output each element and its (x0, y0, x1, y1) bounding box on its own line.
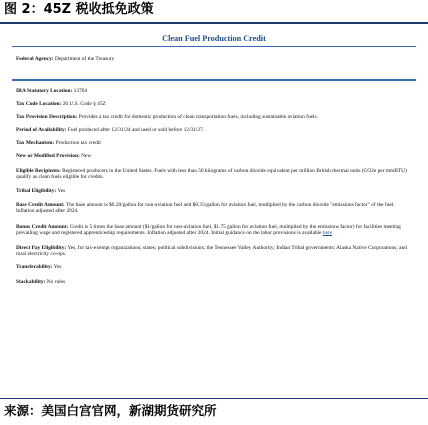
row-value: Production tax credit (55, 139, 101, 146)
row-value: Yes, for tax-exempt organizations; states; political subdivisions; the Tennessee Valley Authority; Indian Tribal governments; Alaska Native Corporations; and rural electricity co-ops. (16, 244, 407, 257)
agency-divider (12, 79, 416, 81)
row-value: No rules (46, 278, 66, 285)
row-new-or-modified (12, 153, 416, 159)
row-label: New or Modified Provision: (16, 152, 80, 159)
row-label: Direct Pay Eligibility: (16, 244, 67, 251)
row-label: IRA Statutory Location: (16, 87, 73, 94)
top-divider (0, 22, 428, 24)
row-label: Tax Code Location: (16, 100, 62, 107)
labor-guidance-link[interactable]: here (322, 229, 333, 236)
row-stackability (12, 279, 416, 285)
row-value: Fuel produced after 12/31/24 and used or sold before 12/31/27. (67, 126, 205, 133)
row-base-credit-amount (12, 202, 416, 214)
row-period-of-availability (12, 127, 416, 133)
figure-title: 图 2：45Z 税收抵免政策 (4, 2, 154, 17)
row-value: Registered producers in the United States. Fuels with less than 50 kilograms of carbon dioxide equivalent per million British thermal units (CO2e per mmBTU) qualify as clean fuels eligible for credits. (16, 167, 407, 180)
row-value: 26 U.S. Code § 45Z (62, 100, 106, 107)
agency-value: Department of the Treasury (54, 56, 115, 62)
row-provision-description (12, 114, 416, 120)
bottom-divider (0, 398, 428, 399)
policy-document (12, 29, 416, 397)
row-bonus-credit-amount (12, 224, 416, 236)
agency-row (12, 47, 416, 69)
row-value: 13704 (73, 87, 88, 94)
row-tax-mechanism (12, 140, 416, 146)
row-label: Tax Provision Description: (16, 113, 78, 120)
row-value: New (81, 152, 92, 159)
row-value: Provides a tax credit for domestic production of clean transportation fuels, including sustainable aviation fuels. (78, 113, 318, 120)
row-transferability (12, 264, 416, 270)
row-eligible-recipients (12, 168, 416, 180)
row-value: Credit is 5 times the base amount ($1/gallon for non-aviation fuel, $1.75 gallon for aviation fuel, multiplied by the emissions factor) for facilities meeting prevailing wage and registered apprenticeship requirements. Inflation adjusted after 2024. Initial guidance on the labor provisions is available (16, 223, 401, 236)
row-tax-code-location (12, 101, 416, 107)
row-direct-pay-eligibility (12, 245, 416, 257)
source-note: 来源：美国白宫官网，新湖期货研究所 (4, 403, 217, 418)
row-label: Period of Availability: (16, 126, 67, 133)
row-label: Tax Mechanism: (16, 139, 55, 146)
row-value: The base amount is $0.20/gallon for non-aviation fuel and $0.35/gallon for aviation fuel, multiplied by the carbon dioxide "emissions factor" of the fuel. Inflation adjusted after 2024. (16, 201, 395, 214)
row-label: Stackability: (16, 278, 46, 285)
row-value: Yes (53, 263, 62, 270)
row-label: Tribal Eligibility: (16, 187, 57, 194)
row-label: Bonus Credit Amount: (16, 223, 69, 230)
row-value: Yes (57, 187, 66, 194)
row-statutory-location (12, 88, 416, 94)
agency-label: Federal Agency: (16, 56, 54, 62)
document-title: Clean Fuel Production Credit (162, 34, 266, 43)
row-label: Base Credit Amount: (16, 201, 65, 208)
row-tribal-eligibility (12, 188, 416, 194)
row-label: Transferability: (16, 263, 53, 270)
row-label: Eligible Recipients: (16, 167, 61, 174)
